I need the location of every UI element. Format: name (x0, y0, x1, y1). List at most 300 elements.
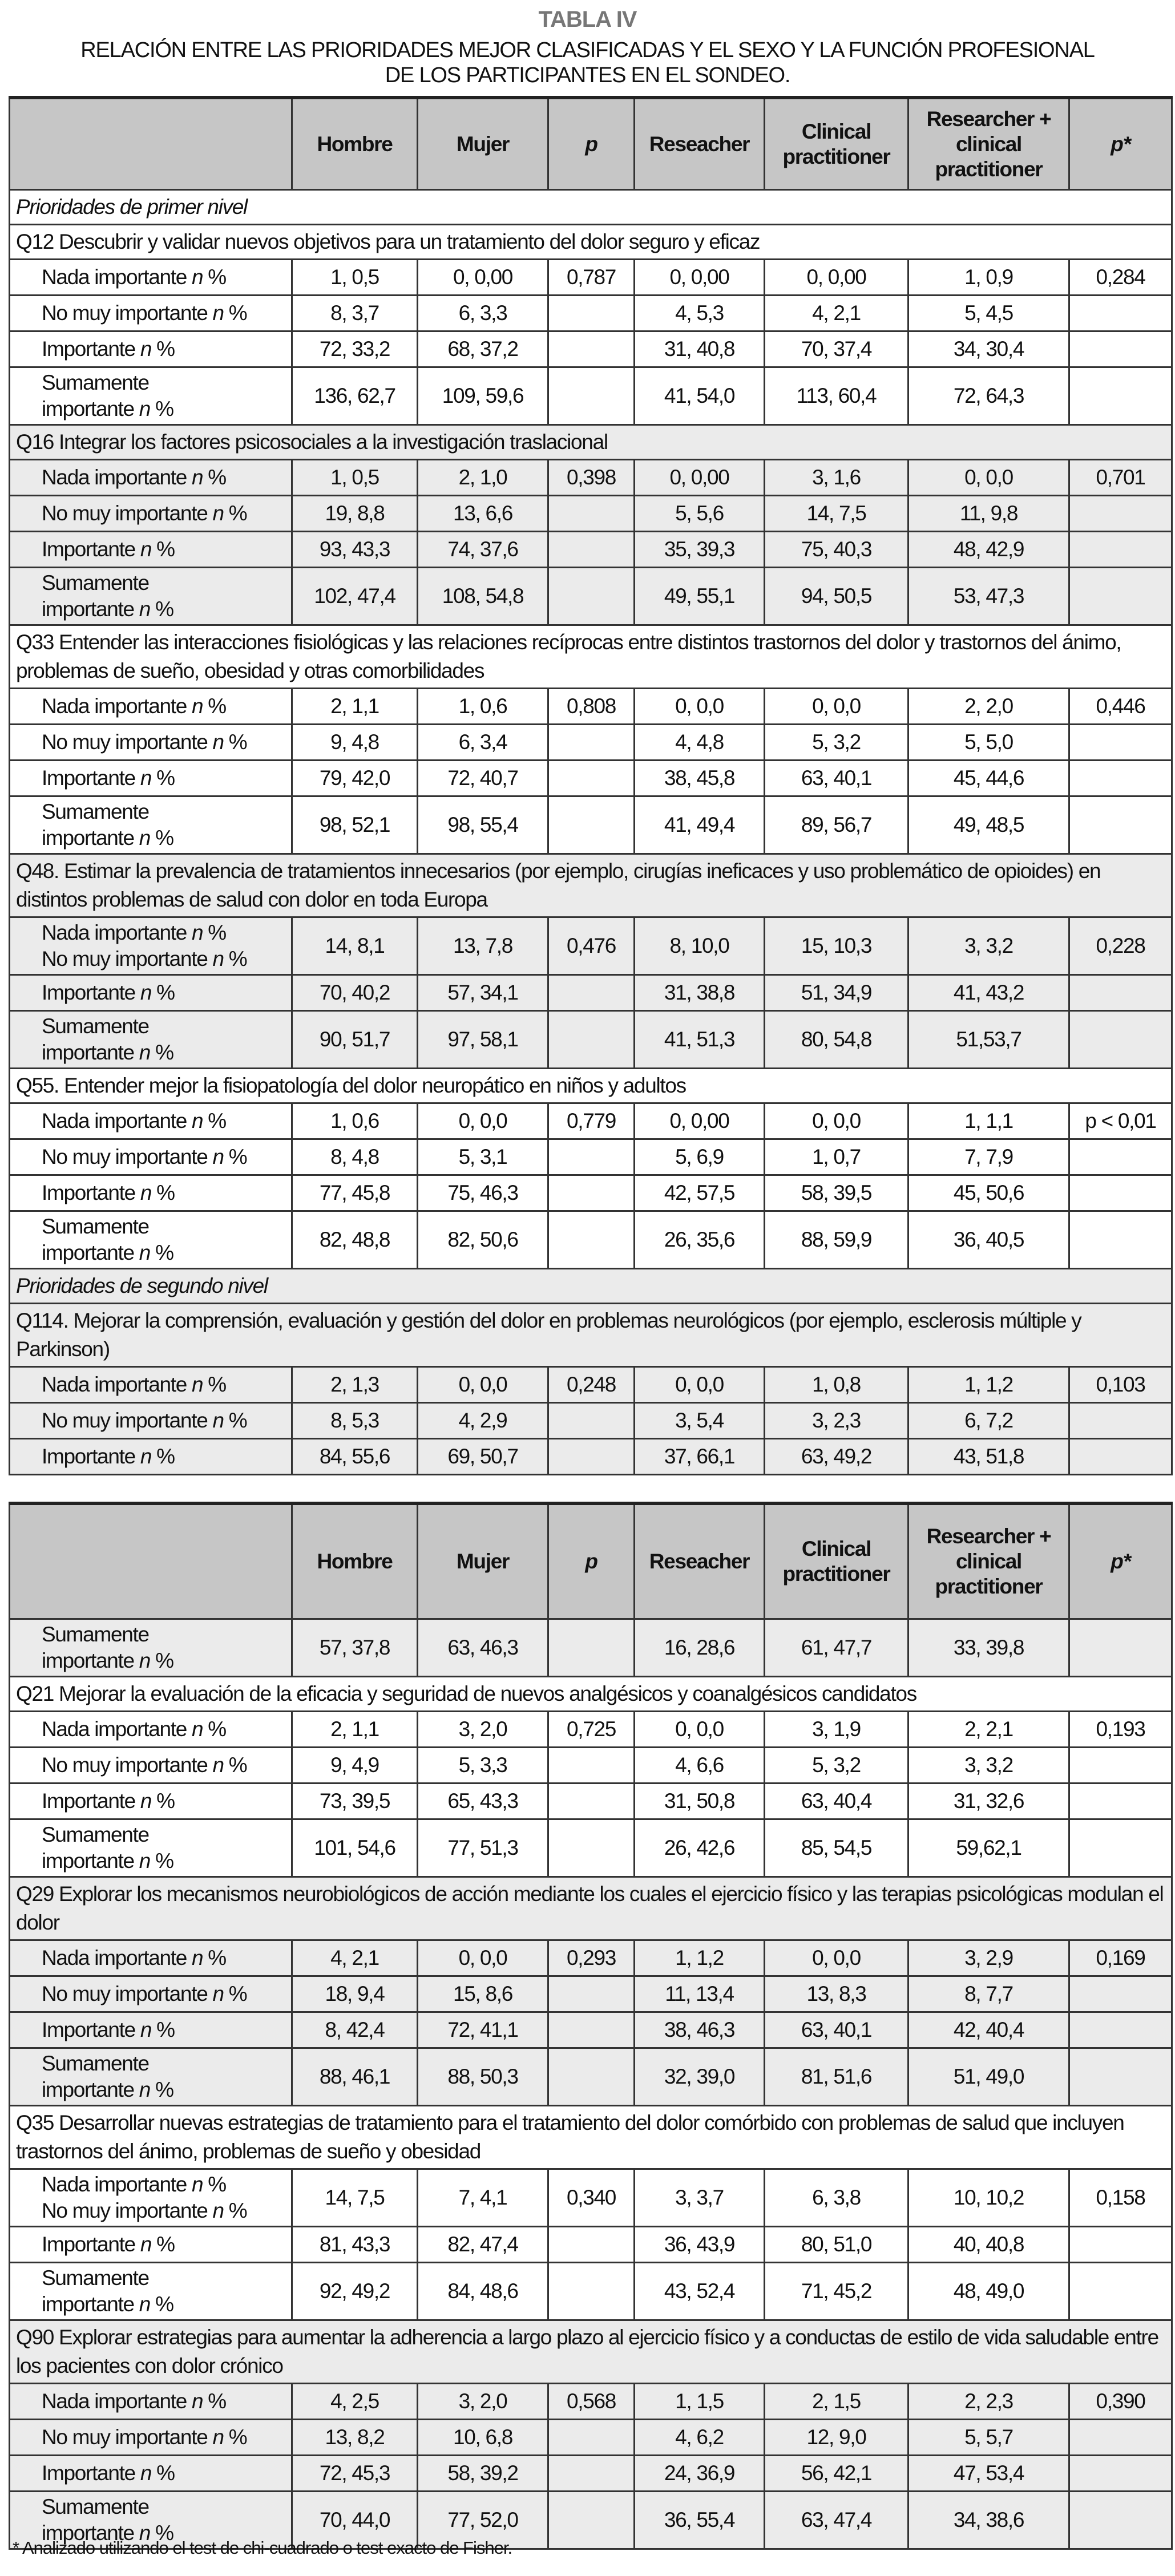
table-cell: 5, 5,6 (635, 496, 765, 532)
table-cell: 72, 40,7 (418, 761, 548, 796)
table-cell (548, 725, 635, 761)
table-cell: 0,568 (548, 2384, 635, 2420)
table-cell: 13, 7,8 (418, 917, 548, 975)
column-header-label: Hombre (317, 1550, 393, 1573)
row-label-line (42, 464, 291, 491)
row-label (10, 1403, 292, 1439)
table-cell: 5, 3,3 (418, 1748, 548, 1784)
column-header (10, 98, 292, 190)
table-cell: 2, 2,3 (908, 2384, 1069, 2420)
unit-n: n (212, 730, 224, 754)
table-cell (1069, 296, 1172, 331)
unit-n: n (139, 1041, 151, 1064)
table-cell: 84, 48,6 (418, 2263, 548, 2320)
row-label-line (42, 1372, 291, 1398)
table-cell: 24, 36,9 (635, 2456, 765, 2492)
row-label-line (42, 1408, 291, 1434)
table-row (10, 568, 1172, 625)
table-cell: 13, 8,3 (765, 1976, 908, 2012)
table-cell: 75, 46,3 (418, 1175, 548, 1211)
table-cell (1069, 1439, 1172, 1475)
table-cell: 82, 48,8 (292, 1211, 418, 1269)
table-cell (1069, 1175, 1172, 1211)
table-cell: 31, 32,6 (908, 1784, 1069, 1819)
table-cell: 85, 54,5 (765, 1819, 908, 1877)
table-cell: 69, 50,7 (418, 1439, 548, 1475)
table-cell (1069, 496, 1172, 532)
table-cell: 65, 43,3 (418, 1784, 548, 1819)
table-cell: 5, 3,2 (765, 1748, 908, 1784)
row-label-text: Nada importante (42, 265, 187, 289)
table-cell: 13, 8,2 (292, 2420, 418, 2456)
table-cell: 0, 0,0 (765, 689, 908, 725)
row-label-line (42, 1180, 291, 1206)
table-cell: 1, 0,5 (292, 260, 418, 296)
table-cell: 8, 10,0 (635, 917, 765, 975)
table-cell: 3, 3,2 (908, 917, 1069, 975)
table-row (10, 2227, 1172, 2263)
unit-pct: % (155, 1649, 173, 1672)
table-cell: 1, 1,1 (908, 1103, 1069, 1139)
table-cell: 49, 48,5 (908, 796, 1069, 854)
table-cell (548, 367, 635, 425)
table-cell (1069, 975, 1172, 1011)
table-row (10, 761, 1172, 796)
row-label-text: Importante (42, 1445, 135, 1468)
table-cell: 51,53,7 (908, 1011, 1069, 1069)
table-cell: 12, 9,0 (765, 2420, 908, 2456)
column-header (635, 1503, 765, 1619)
row-label-text: Sumamente (42, 371, 149, 394)
table-cell: 14, 7,5 (765, 496, 908, 532)
table-cell: 0, 0,0 (635, 689, 765, 725)
row-label (10, 1439, 292, 1475)
table-cell: 1, 1,2 (908, 1367, 1069, 1403)
table-cell (548, 1011, 635, 1069)
table-row (10, 917, 1172, 975)
table-cell (548, 1748, 635, 1784)
table-cell (548, 1439, 635, 1475)
table-cell: 7, 7,9 (908, 1139, 1069, 1175)
unit-n: n (140, 2461, 152, 2485)
table-row (10, 296, 1172, 331)
table-cell: 36, 43,9 (635, 2227, 765, 2263)
table-cell (548, 296, 635, 331)
table-row (10, 532, 1172, 568)
question-text: Q55. Entender mejor la fisiopatología del dolor neuropático en niños y adultos (10, 1069, 1172, 1103)
row-label-text: No muy importante (42, 301, 208, 325)
table-cell: 41, 51,3 (635, 1011, 765, 1069)
unit-pct: % (155, 1849, 173, 1873)
table-cell (548, 2012, 635, 2048)
table-row (10, 2048, 1172, 2106)
table-cell: 33, 39,8 (908, 1619, 1069, 1677)
row-label-text: Sumamente (42, 1823, 149, 1846)
section-heading: Prioridades de segundo nivel (10, 1269, 1172, 1304)
row-label-text: Importante (42, 2018, 135, 2041)
table-cell: 2, 2,0 (908, 689, 1069, 725)
table-row (10, 1403, 1172, 1439)
unit-pct: % (155, 2521, 173, 2545)
question-row (10, 1304, 1172, 1367)
table-cell: 51, 34,9 (765, 975, 908, 1011)
table-cell: 31, 38,8 (635, 975, 765, 1011)
table-row (10, 1976, 1172, 2012)
table-cell: 74, 37,6 (418, 532, 548, 568)
row-label (10, 1175, 292, 1211)
table-cell: 61, 47,7 (765, 1619, 908, 1677)
table-cell (1069, 1619, 1172, 1677)
table-cell: 3, 1,9 (765, 1712, 908, 1748)
row-label-text: Importante (42, 2233, 135, 2256)
unit-pct: % (228, 1145, 247, 1168)
table-cell: 4, 2,1 (765, 296, 908, 331)
unit-pct: % (228, 947, 247, 970)
table-cell (1069, 2263, 1172, 2320)
table-cell: 48, 49,0 (908, 2263, 1069, 2320)
row-label-line (42, 2231, 291, 2258)
table-cell: 31, 50,8 (635, 1784, 765, 1819)
row-label-text: importante (42, 397, 134, 420)
table-cell: 70, 40,2 (292, 975, 418, 1011)
table-cell (1069, 2456, 1172, 2492)
row-label (10, 460, 292, 496)
table-cell (548, 1819, 635, 1877)
row-label (10, 1011, 292, 1069)
unit-pct: % (208, 466, 226, 489)
table-cell: 77, 45,8 (292, 1175, 418, 1211)
table-cell: 4, 2,9 (418, 1403, 548, 1439)
table-cell (548, 2420, 635, 2456)
table-cell: 81, 43,3 (292, 2227, 418, 2263)
table-row (10, 2012, 1172, 2048)
table-cell: 48, 42,9 (908, 532, 1069, 568)
table-cell: 3, 2,0 (418, 2384, 548, 2420)
row-label-line (42, 1108, 291, 1134)
unit-pct: % (208, 1373, 226, 1396)
table-cell: 77, 52,0 (418, 2492, 548, 2549)
row-label-line (42, 1848, 291, 1874)
table-cell: 102, 47,4 (292, 568, 418, 625)
row-label (10, 367, 292, 425)
row-label-text: Sumamente (42, 2266, 149, 2290)
column-header (418, 1503, 548, 1619)
row-label (10, 1712, 292, 1748)
row-label-text: importante (42, 1649, 134, 1672)
column-header-label: p (585, 1550, 597, 1573)
section-row (10, 1269, 1172, 1304)
column-header (765, 98, 908, 190)
unit-n: n (192, 1109, 203, 1133)
table-cell: 72, 41,1 (418, 2012, 548, 2048)
results-table-part-2 (9, 1502, 1173, 2550)
column-header (635, 98, 765, 190)
table-row (10, 796, 1172, 854)
question-text: Q90 Explorar estrategias para aumentar la adherencia a largo plazo al ejercicio físico y a conductas de estilo de vida saludable entre los pacientes con dolor crónico (10, 2320, 1172, 2384)
table-cell: 42, 40,4 (908, 2012, 1069, 2048)
unit-n: n (212, 502, 224, 525)
table-cell: 0,446 (1069, 689, 1172, 725)
table-row (10, 367, 1172, 425)
table-cell: 1, 1,5 (635, 2384, 765, 2420)
table-row (10, 260, 1172, 296)
column-header-label: Clinical practitioner (782, 1537, 890, 1586)
row-label-text: Importante (42, 1181, 135, 1204)
table-cell (548, 2048, 635, 2106)
table-row (10, 975, 1172, 1011)
table-cell: 0,169 (1069, 1940, 1172, 1976)
table-cell (1069, 568, 1172, 625)
unit-pct: % (155, 397, 173, 420)
table-cell: 0,228 (1069, 917, 1172, 975)
table-cell (548, 1784, 635, 1819)
row-label (10, 2048, 292, 2106)
table-cell: 2, 1,1 (292, 689, 418, 725)
unit-pct: % (208, 1109, 226, 1133)
row-label-line (42, 2424, 291, 2450)
table-cell (1069, 725, 1172, 761)
unit-pct: % (208, 1717, 226, 1741)
question-row (10, 425, 1172, 460)
table-cell: 10, 6,8 (418, 2420, 548, 2456)
table-cell: 4, 2,5 (292, 2384, 418, 2420)
table-cell: 0,248 (548, 1367, 635, 1403)
row-label (10, 1940, 292, 1976)
table-cell: 77, 51,3 (418, 1819, 548, 1877)
table-cell: 84, 55,6 (292, 1439, 418, 1475)
unit-n: n (192, 694, 203, 718)
table-cell: 63, 49,2 (765, 1439, 908, 1475)
table-cell: 72, 45,3 (292, 2456, 418, 2492)
row-label (10, 2169, 292, 2227)
table-cell: 1, 0,8 (765, 1367, 908, 1403)
unit-pct: % (228, 1982, 247, 2005)
row-label-text: Sumamente (42, 1623, 149, 1646)
table-cell: 72, 33,2 (292, 331, 418, 367)
row-label-text: Importante (42, 537, 135, 561)
table-cell: 81, 51,6 (765, 2048, 908, 2106)
unit-n: n (140, 2233, 152, 2256)
table-cell: 58, 39,5 (765, 1175, 908, 1211)
unit-pct: % (155, 2078, 173, 2101)
table-cell: 108, 54,8 (418, 568, 548, 625)
table-cell (1069, 761, 1172, 796)
table-cell: 0, 0,00 (765, 260, 908, 296)
table-cell: 3, 2,0 (418, 1712, 548, 1748)
table-cell: 2, 1,1 (292, 1712, 418, 1748)
table-cell (548, 1976, 635, 2012)
table-cell: 47, 53,4 (908, 2456, 1069, 2492)
table-cell: 92, 49,2 (292, 2263, 418, 2320)
unit-n: n (212, 1753, 224, 1777)
unit-n: n (212, 1982, 224, 2005)
table-cell: 63, 40,1 (765, 2012, 908, 2048)
table-row (10, 1619, 1172, 1677)
column-header (10, 1503, 292, 1619)
row-label-text: No muy importante (42, 2425, 208, 2449)
row-label-line (42, 729, 291, 755)
table-cell: 68, 37,2 (418, 331, 548, 367)
unit-n: n (140, 2018, 152, 2041)
table-cell: 5, 3,2 (765, 725, 908, 761)
row-label-line (42, 370, 291, 396)
table-cell: 109, 59,6 (418, 367, 548, 425)
table-cell: 0, 0,0 (635, 1712, 765, 1748)
table-row (10, 1011, 1172, 1069)
unit-pct: % (208, 2173, 226, 2196)
table-cell: 0,398 (548, 460, 635, 496)
row-label (10, 761, 292, 796)
row-label-text: Sumamente (42, 1215, 149, 1238)
table-cell (1069, 1403, 1172, 1439)
row-label-line (42, 825, 291, 851)
table-cell: 38, 45,8 (635, 761, 765, 796)
unit-n: n (139, 597, 151, 621)
table-cell: 58, 39,2 (418, 2456, 548, 2492)
table-row (10, 689, 1172, 725)
table-cell (548, 331, 635, 367)
row-label-line (42, 2198, 291, 2224)
unit-pct: % (208, 921, 226, 944)
table-cell: 53, 47,3 (908, 568, 1069, 625)
unit-n: n (139, 2521, 151, 2545)
row-label-text: importante (42, 2521, 134, 2545)
row-label-line (42, 596, 291, 622)
unit-pct: % (155, 2292, 173, 2316)
table-cell: 56, 42,1 (765, 2456, 908, 2492)
row-label-line (42, 1621, 291, 1648)
table-cell: 0, 0,0 (418, 1367, 548, 1403)
table-cell (548, 2227, 635, 2263)
row-label-text: importante (42, 1041, 134, 1064)
table-cell: 32, 39,0 (635, 2048, 765, 2106)
table-cell: 94, 50,5 (765, 568, 908, 625)
table-cell: 51, 49,0 (908, 2048, 1069, 2106)
table-cell (1069, 2048, 1172, 2106)
row-label (10, 296, 292, 331)
table-cell: p < 0,01 (1069, 1103, 1172, 1139)
table-cell: 0,701 (1069, 460, 1172, 496)
unit-pct: % (156, 2461, 175, 2485)
row-label-text: Nada importante (42, 921, 187, 944)
row-label-line (42, 570, 291, 596)
table-cell (548, 532, 635, 568)
question-row (10, 625, 1172, 689)
table-cell: 8, 4,8 (292, 1139, 418, 1175)
row-label-line (42, 1752, 291, 1778)
footnote: * Analizado utilizando el test de chi-cuadrado o test exacto de Fisher. (13, 2538, 512, 2558)
table-cell: 4, 4,8 (635, 725, 765, 761)
table-cell (1069, 1976, 1172, 2012)
unit-pct: % (228, 301, 247, 325)
table-cell: 4, 2,1 (292, 1940, 418, 1976)
table-cell: 80, 51,0 (765, 2227, 908, 2263)
row-label-text: No muy importante (42, 947, 208, 970)
table-cell: 0, 0,0 (418, 1103, 548, 1139)
table-cell: 0, 0,0 (635, 1367, 765, 1403)
row-label-text: No muy importante (42, 1982, 208, 2005)
table-cell (548, 1403, 635, 1439)
table-row (10, 725, 1172, 761)
question-text: Q48. Estimar la prevalencia de tratamientos innecesarios (por ejemplo, cirugías ineficaces y uso problemático de opioides) en distintos problemas de salud con dolor en toda Europa (10, 854, 1172, 917)
table-cell: 2, 2,1 (908, 1712, 1069, 1748)
unit-n: n (212, 947, 224, 970)
row-label (10, 1139, 292, 1175)
table-cell (548, 2263, 635, 2320)
row-label-line (42, 536, 291, 563)
unit-pct: % (155, 1041, 173, 1064)
unit-n: n (139, 1849, 151, 1873)
row-label-line (42, 2051, 291, 2077)
row-label-line (42, 2460, 291, 2486)
row-label (10, 568, 292, 625)
row-label-line (42, 1822, 291, 1848)
table-cell: 3, 2,3 (765, 1403, 908, 1439)
unit-n: n (192, 2389, 203, 2413)
table-cell: 11, 13,4 (635, 1976, 765, 2012)
table-cell: 0, 0,0 (418, 1940, 548, 1976)
row-label-text: Nada importante (42, 2389, 187, 2413)
table-cell: 40, 40,8 (908, 2227, 1069, 2263)
table-row (10, 1712, 1172, 1748)
unit-pct: % (228, 730, 247, 754)
table-cell: 0,390 (1069, 2384, 1172, 2420)
table-cell (1069, 367, 1172, 425)
row-label (10, 1619, 292, 1677)
table-cell: 82, 47,4 (418, 2227, 548, 2263)
table-cell: 8, 42,4 (292, 2012, 418, 2048)
table-cell: 36, 55,4 (635, 2492, 765, 2549)
unit-pct: % (155, 1241, 173, 1264)
question-row (10, 1877, 1172, 1940)
table-cell: 0, 0,00 (418, 260, 548, 296)
table-cell: 49, 55,1 (635, 568, 765, 625)
table-cell: 93, 43,3 (292, 532, 418, 568)
table-cell: 19, 8,8 (292, 496, 418, 532)
table-cell: 0,284 (1069, 260, 1172, 296)
column-header-label: Mujer (456, 1550, 510, 1573)
row-label-line (42, 1240, 291, 1266)
unit-n: n (212, 301, 224, 325)
table-row (10, 1139, 1172, 1175)
table-row (10, 2456, 1172, 2492)
row-label-line (42, 946, 291, 972)
table-cell: 34, 38,6 (908, 2492, 1069, 2549)
table-cell: 113, 60,4 (765, 367, 908, 425)
row-label-text: importante (42, 1241, 134, 1264)
table-row (10, 1175, 1172, 1211)
row-label-text: Nada importante (42, 1946, 187, 1970)
table-cell (1069, 1011, 1172, 1069)
row-label-text: Sumamente (42, 2495, 149, 2518)
table-cell: 2, 1,0 (418, 460, 548, 496)
table-cell: 6, 3,3 (418, 296, 548, 331)
row-label-line (42, 1648, 291, 1674)
table-cell: 26, 42,6 (635, 1819, 765, 1877)
unit-pct: % (155, 597, 173, 621)
unit-n: n (192, 466, 203, 489)
row-label (10, 1784, 292, 1819)
unit-n: n (212, 2425, 224, 2449)
row-label-line (42, 799, 291, 825)
table-cell: 0,476 (548, 917, 635, 975)
table-cell (1069, 532, 1172, 568)
row-label-text: No muy importante (42, 502, 208, 525)
table-cell: 1, 0,5 (292, 460, 418, 496)
row-label (10, 260, 292, 296)
unit-pct: % (156, 337, 175, 361)
unit-pct: % (156, 981, 175, 1004)
